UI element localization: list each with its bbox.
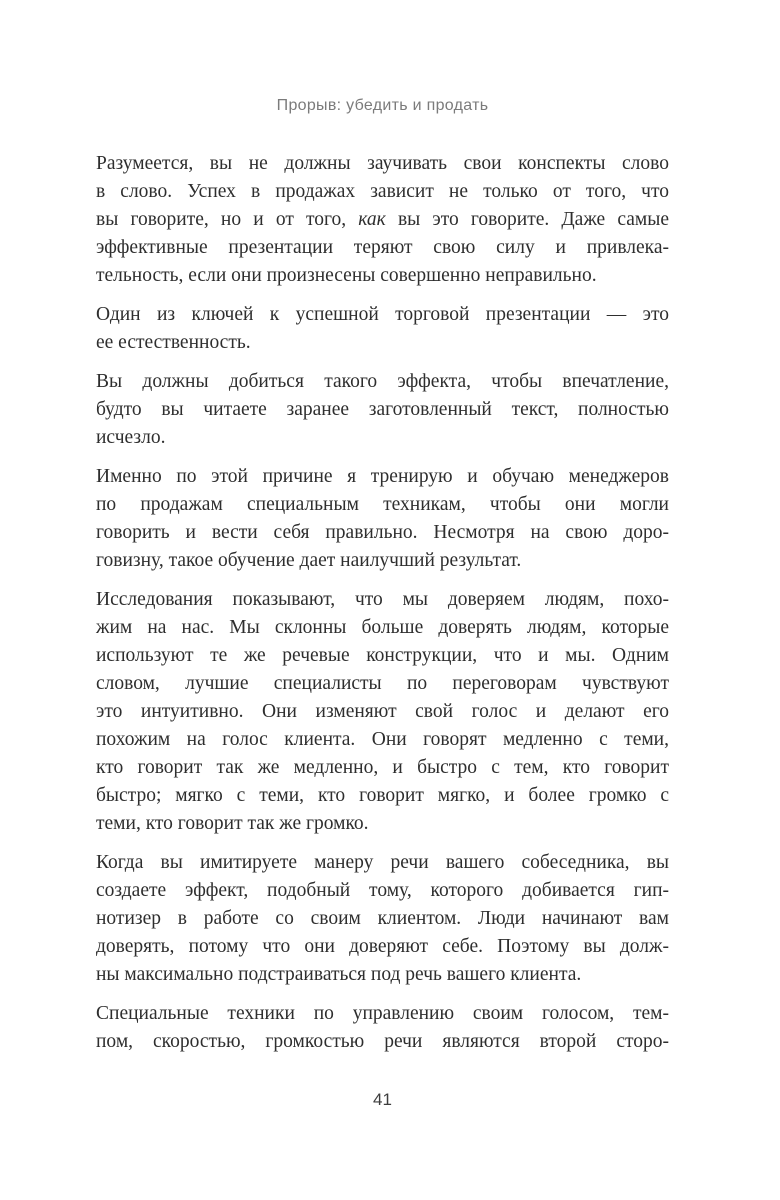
- text-segment: говорить и вести себя правильно. Несмотря на свою доро-: [96, 522, 669, 543]
- text-segment: кто говорит так же медленно, и быстро с тем, кто говорит: [96, 757, 669, 778]
- text-segment: эффективные презентации теряют свою силу и привлека-: [96, 237, 669, 258]
- paragraph: [96, 150, 669, 290]
- text-line: [96, 726, 669, 754]
- paragraph: [96, 368, 669, 452]
- text-segment: ны максимально подстраиваться под речь вашего клиента.: [96, 964, 582, 985]
- text-segment: в слово. Успех в продажах зависит не только от того, что: [96, 181, 669, 202]
- text-segment: тельность, если они произнесены совершенно неправильно.: [96, 265, 597, 286]
- paragraph: [96, 586, 669, 838]
- text-segment: пом, скоростью, громкостью речи являются второй сторо-: [96, 1031, 669, 1052]
- text-line: [96, 586, 669, 614]
- text-line: [96, 810, 669, 838]
- text-segment: словом, лучшие специалисты по переговорам чувствуют: [96, 673, 669, 694]
- text-line: [96, 670, 669, 698]
- text-line: [96, 877, 669, 905]
- text-segment: исчезло.: [96, 427, 166, 448]
- text-segment: будто вы читаете заранее заготовленный текст, полностью: [96, 399, 669, 420]
- text-line: [96, 178, 669, 206]
- text-segment: по продажам специальным техникам, чтобы они могли: [96, 494, 669, 515]
- text-line: [96, 614, 669, 642]
- text-segment: Исследования показывают, что мы доверяем людям, похо-: [96, 589, 669, 610]
- text-line: [96, 782, 669, 810]
- text-segment: быстро; мягко с теми, кто говорит мягко, и более громко с: [96, 785, 669, 806]
- paragraph: [96, 301, 669, 357]
- text-line: [96, 206, 669, 234]
- text-line: [96, 1028, 669, 1056]
- text-line: [96, 463, 669, 491]
- running-header: Прорыв: убедить и продать: [276, 97, 489, 114]
- text-line: [96, 933, 669, 961]
- text-segment: Когда вы имитируете манеру речи вашего собеседника, вы: [96, 852, 669, 873]
- text-line: [96, 491, 669, 519]
- text-segment: вы говорите, но и от того,: [96, 209, 359, 230]
- text-line: [96, 424, 669, 452]
- paragraph: [96, 849, 669, 989]
- text-line: [96, 961, 669, 989]
- text-segment: доверять, потому что они доверяют себе. Поэтому вы долж-: [96, 936, 669, 957]
- text-segment: жим на нас. Мы склонны больше доверять людям, которые: [96, 617, 669, 638]
- paragraph: [96, 1000, 669, 1056]
- text-line: [96, 329, 669, 357]
- text-line: [96, 754, 669, 782]
- text-segment: Именно по этой причине я тренирую и обучаю менеджеров: [96, 466, 669, 487]
- text-segment: используют те же речевые конструкции, что и мы. Одним: [96, 645, 669, 666]
- text-segment: Разумеется, вы не должны заучивать свои конспекты слово: [96, 153, 669, 174]
- text-line: [96, 396, 669, 424]
- text-line: [96, 698, 669, 726]
- text-segment: теми, кто говорит так же громко.: [96, 813, 369, 834]
- text-block: [96, 150, 669, 1056]
- text-line: [96, 642, 669, 670]
- text-line: [96, 262, 669, 290]
- text-line: [96, 547, 669, 575]
- text-segment: Вы должны добиться такого эффекта, чтобы впечатление,: [96, 371, 669, 392]
- italic-text: как: [358, 209, 386, 230]
- text-segment: похожим на голос клиента. Они говорят медленно с теми,: [96, 729, 669, 750]
- page-number: 41: [373, 1090, 392, 1109]
- text-segment: говизну, такое обучение дает наилучший результат.: [96, 550, 522, 571]
- text-line: [96, 301, 669, 329]
- text-line: [96, 234, 669, 262]
- text-segment: нотизер в работе со своим клиентом. Люди начинают вам: [96, 908, 669, 929]
- text-line: [96, 849, 669, 877]
- text-segment: вы это говорите. Даже самые: [385, 209, 669, 230]
- text-segment: Специальные техники по управлению своим голосом, тем-: [96, 1003, 669, 1024]
- text-line: [96, 1000, 669, 1028]
- text-line: [96, 905, 669, 933]
- text-segment: ее естественность.: [96, 332, 251, 353]
- paragraph: [96, 463, 669, 575]
- text-line: [96, 368, 669, 396]
- text-line: [96, 150, 669, 178]
- text-segment: это интуитивно. Они изменяют свой голос и делают его: [96, 701, 669, 722]
- text-segment: Один из ключей к успешной торговой презентации — это: [96, 304, 669, 325]
- text-line: [96, 519, 669, 547]
- text-segment: создаете эффект, подобный тому, которого добивается гип-: [96, 880, 669, 901]
